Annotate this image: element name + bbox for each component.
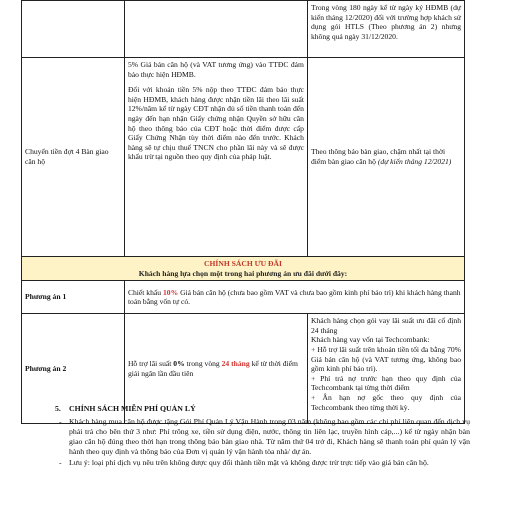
option2-label: Phương án 2 bbox=[22, 314, 125, 424]
bullet-icon: - bbox=[59, 458, 62, 467]
option2-line: Khách hàng vay vốn tại Techcombank: bbox=[310, 335, 430, 345]
table-cell bbox=[124, 1, 307, 58]
installment-label: Chuyển tiền đợt 4 Bàn giao căn hộ bbox=[22, 58, 125, 257]
deadline-cell: Trong vòng 180 ngày kể từ ngày ký HĐMB (dự kiến tháng 12/2020) đối với trường hợp khách sử dụng gói HTLS (Theo phương án 2) nhưng không quá ngày 31/12/2020. bbox=[307, 1, 464, 58]
option2-line: Khách hàng chọn gói vay lãi suất ưu đãi cố định 24 tháng bbox=[310, 316, 461, 335]
section-number: 5. bbox=[55, 404, 61, 413]
installment-deadline bbox=[307, 58, 464, 257]
list-item bbox=[55, 458, 470, 468]
management-fee-section bbox=[55, 404, 470, 469]
section-bullet-list bbox=[55, 417, 470, 468]
option1-text-after: Giá bán căn hộ (chưa bao gồm VAT và chưa bao gồm kinh phí bảo trì) khi khách hàng thanh toán bằng vốn tự có. bbox=[127, 287, 461, 307]
option2-line: + Hỗ trợ lãi suất trên khoản tiền tối đa bằng 70% Giá bán căn hộ (và VAT tương ứng, không bao gồm kinh phí bảo trì). bbox=[310, 344, 461, 374]
table-row bbox=[22, 1, 465, 58]
option2-mid: trong vòng bbox=[186, 359, 220, 369]
section-heading bbox=[55, 404, 470, 414]
option2-text: Hỗ trợ lãi suất bbox=[127, 359, 172, 369]
option1-highlight: 10% bbox=[162, 287, 179, 297]
table-row bbox=[22, 281, 465, 314]
option2-highlight: 24 tháng bbox=[221, 359, 250, 369]
option1-content bbox=[124, 281, 464, 314]
option1-text: Chiết khấu bbox=[127, 287, 162, 297]
installment-paragraph: 5% Giá bán căn hộ (và VAT tương ứng) vào TTĐC đảm bảo thực hiện HĐMB. bbox=[127, 60, 304, 79]
policy-header bbox=[22, 257, 465, 281]
bullet-icon: - bbox=[59, 417, 62, 426]
bullet-text: Khách hàng mua căn hộ được tặng Gói Phí Quản Lý Vận Hành trong 03 năm (không bao gồm các chi phí liên quan đến dịch vụ phải trả cho bên thứ 3 như: Phí trông xe, tiền sử dụng điện, nước, thông tin liên lạc, truyền hình cáp,...) kể từ ngày nhận bàn giao căn hộ đúng theo thời hạn trong thông báo bàn giao nhà. Từ năm thứ 04 trở đi, Khách hàng sẽ thanh toán phí quản lý vận hành theo quy định và thông báo của Đơn vị quản lý vận hành tòa nhà/ dự án. bbox=[69, 417, 470, 456]
installment-content bbox=[124, 58, 307, 257]
option2-rate: 0% bbox=[173, 359, 185, 369]
list-item bbox=[55, 417, 470, 457]
policy-title: CHÍNH SÁCH ƯU ĐÃI bbox=[204, 259, 282, 268]
deadline-italic: (dự kiến tháng 12/2021) bbox=[377, 157, 452, 166]
section-title: CHÍNH SÁCH MIỄN PHÍ QUẢN LÝ bbox=[69, 404, 196, 413]
option2-line: + Ân hạn nợ gốc theo quy định của Techcombank theo từng thời kỳ. bbox=[310, 392, 461, 412]
policy-subtitle: Khách hàng lựa chọn một trong hai phương án ưu đãi dưới đây: bbox=[138, 268, 348, 278]
table-cell bbox=[22, 1, 125, 58]
deadline-text: Theo thông báo bàn giao, chậm nhất tại thời điểm bàn giao căn hộ bbox=[310, 147, 446, 166]
payment-table bbox=[21, 0, 465, 424]
option2-after: kể từ thời điểm giải ngân lần đầu tiên bbox=[127, 359, 298, 378]
interest-paragraph: Đối với khoản tiền 5% nộp theo TTĐC đảm bảo thực hiện HĐMB, khách hàng được nhận tiền lãi theo lãi suất 12%/năm kể từ ngày CĐT nhận đủ số tiền thanh toán đến ngày đến hạn nhận Giấy chứng nhận Quyền sở hữu căn hộ theo thông báo của CĐT hoặc thời điểm được cấp Giấy Chứng Nhận tùy thời điểm nào đến trước. Khách hàng sẽ tự chịu thuế TNCN cho phần lãi này và sẽ được khấu trừ tại nguồn theo quy định của pháp luật. bbox=[127, 85, 304, 162]
table-row bbox=[22, 58, 465, 257]
bullet-text: Lưu ý: loại phí dịch vụ nêu trên không được quy đổi thành tiền mặt và không được trừ trực tiếp vào giá bán căn hộ. bbox=[69, 458, 429, 467]
policy-header-row bbox=[22, 257, 465, 281]
option1-label: Phương án 1 bbox=[22, 281, 125, 314]
option2-line: + Phí trả nợ trước hạn theo quy định của Techcombank tại từng thời điểm bbox=[310, 373, 461, 393]
